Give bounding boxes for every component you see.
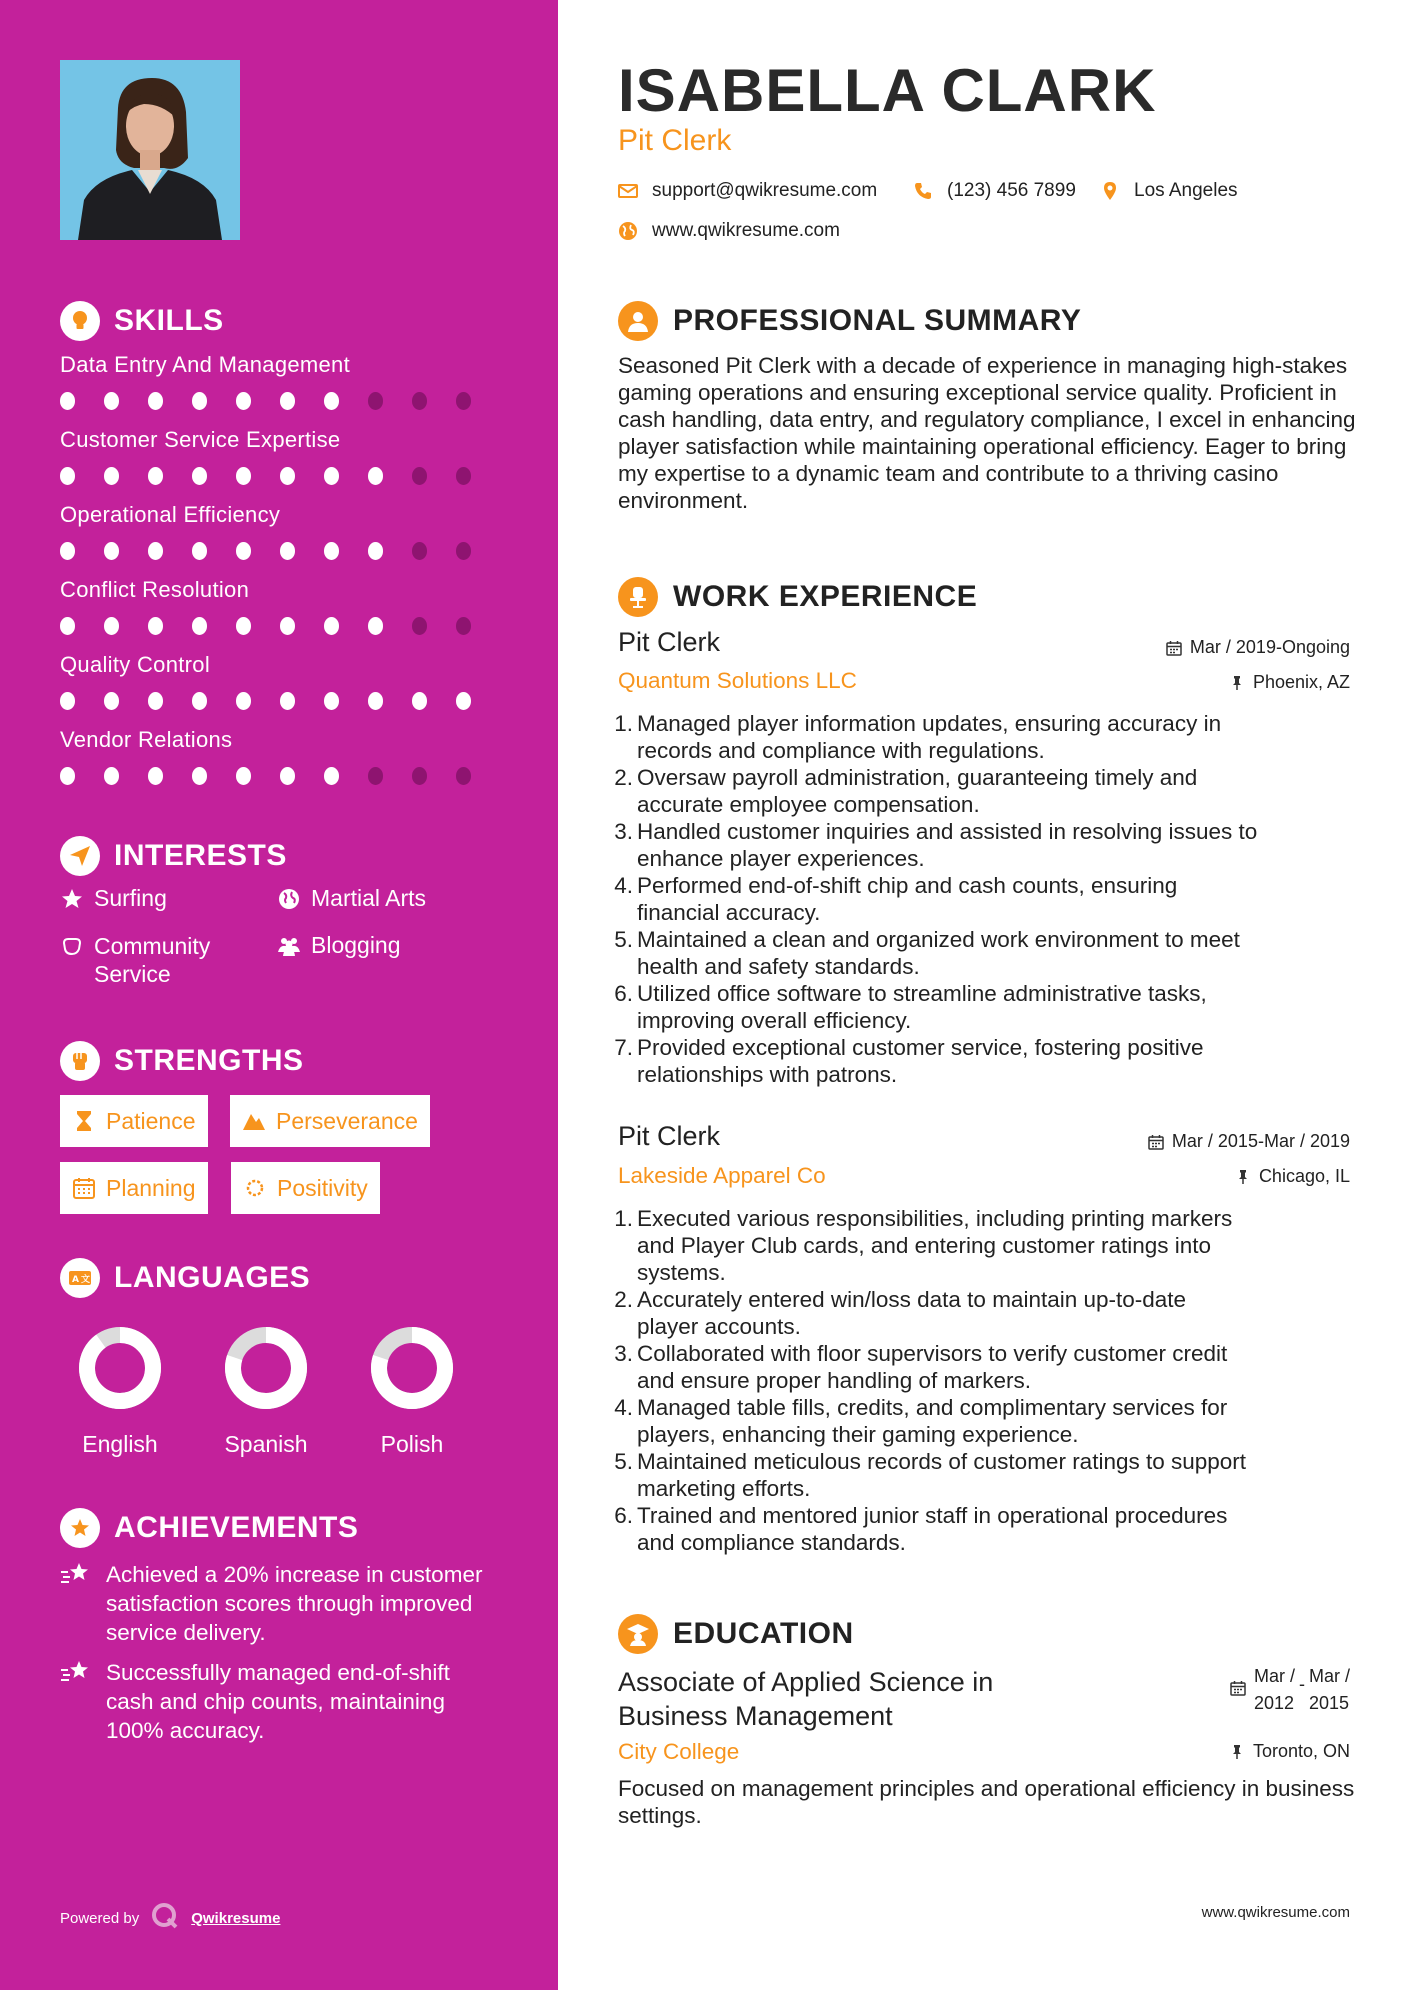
qwikresume-link[interactable]: Qwikresume [191, 1909, 281, 1927]
rating-dot-empty [412, 392, 427, 410]
list-text-line: Oversaw payroll administration, guaranteeing timely and [637, 765, 1198, 790]
rating-dot-filled [60, 392, 75, 410]
list-item [609, 1286, 1369, 1340]
list-item [609, 764, 1369, 818]
education-start-date [1254, 1663, 1295, 1717]
rating-dot-filled [192, 542, 207, 560]
sidebar [0, 0, 558, 1990]
rating-dot-filled [236, 467, 251, 485]
list-number: 2. [614, 765, 633, 790]
rating-dot-filled [148, 392, 163, 410]
list-item [609, 710, 1369, 764]
location-text: Los Angeles [1134, 180, 1238, 201]
rating-dot-empty [368, 767, 383, 785]
profile-photo [60, 60, 240, 240]
calendar-icon [1166, 640, 1182, 656]
rating-dot-filled [192, 392, 207, 410]
graduate-icon [618, 1614, 658, 1654]
language-name: Spanish [224, 1431, 308, 1457]
job-location [1229, 672, 1350, 693]
list-text-line: relationships with patrons. [637, 1062, 898, 1087]
interest-label: Surfing [94, 885, 167, 911]
achievements-heading [60, 1508, 358, 1548]
job-role: Pit Clerk [618, 627, 721, 657]
education-location [1229, 1741, 1350, 1762]
rating-dot-empty [456, 617, 471, 635]
list-text-line: records and compliance with regulations. [637, 738, 1045, 763]
list-item [609, 818, 1369, 872]
end-date-line: 2015 [1308, 1693, 1350, 1713]
skill-rating [60, 617, 500, 635]
list-text [637, 1448, 1246, 1502]
hand-icon [60, 934, 84, 958]
list-item [609, 1034, 1369, 1088]
office-chair-icon [618, 577, 658, 617]
phone-icon [913, 181, 933, 201]
rating-dot-filled [236, 617, 251, 635]
translate-icon [60, 1258, 100, 1298]
rating-dot-filled [236, 767, 251, 785]
rating-dot-empty [456, 767, 471, 785]
rating-dot-filled [104, 392, 119, 410]
calendar-icon [1148, 1134, 1164, 1150]
date-separator: - [1298, 1674, 1305, 1694]
list-text-line: Utilized office software to streamline administrative tasks, [637, 981, 1207, 1006]
lightbulb-icon [60, 301, 100, 341]
skill-item [60, 427, 500, 485]
list-number: 5. [614, 927, 633, 952]
degree-line: Associate of Applied Science in [618, 1667, 994, 1697]
rating-dot-filled [192, 692, 207, 710]
users-icon [277, 934, 301, 958]
star-icon [60, 887, 84, 911]
education-dates [1230, 1663, 1350, 1717]
rating-dot-filled [280, 767, 295, 785]
strength-tag [60, 1095, 208, 1147]
skill-name: Conflict Resolution [60, 577, 250, 602]
list-text-line: Maintained meticulous records of customer ratings to support [637, 1449, 1247, 1474]
job-dates [1166, 637, 1350, 658]
education-school: City College [618, 1739, 740, 1764]
list-text [637, 1394, 1227, 1448]
job-location [1235, 1166, 1350, 1187]
rating-dot-filled [280, 467, 295, 485]
education-end-date [1309, 1663, 1350, 1717]
rating-dot-filled [60, 767, 75, 785]
rating-dot-filled [60, 542, 75, 560]
skill-item [60, 502, 500, 560]
strength-tag [231, 1162, 380, 1214]
skill-item [60, 652, 500, 710]
list-text-line: Managed player information updates, ensuring accuracy in [637, 711, 1222, 736]
rating-dot-filled [368, 692, 383, 710]
summary-title: PROFESSIONAL SUMMARY [673, 304, 1082, 337]
start-date-line: 2012 [1253, 1693, 1295, 1713]
list-text-line: and ensure proper handling of markers. [637, 1368, 1031, 1393]
rating-dot-filled [324, 617, 339, 635]
hourglass-icon [72, 1109, 96, 1133]
job-bullets [609, 1205, 1369, 1556]
rating-dot-filled [148, 617, 163, 635]
interests-heading [60, 836, 287, 876]
contact-website [618, 220, 840, 242]
achievement-item [60, 1560, 500, 1647]
language-item [357, 1325, 467, 1458]
skill-rating [60, 467, 500, 485]
ring-fill [87, 1335, 153, 1401]
pushpin-icon [1229, 1744, 1245, 1760]
rating-dot-filled [192, 617, 207, 635]
skill-name: Vendor Relations [60, 727, 233, 752]
interest-item [277, 932, 401, 959]
rating-dot-filled [148, 767, 163, 785]
list-item [609, 1502, 1369, 1556]
rating-dot-filled [324, 392, 339, 410]
strength-tag [60, 1162, 208, 1214]
strength-tag [230, 1095, 430, 1147]
list-text-line: marketing efforts. [637, 1476, 811, 1501]
job-dates-text: Mar / 2019-Ongoing [1189, 637, 1350, 657]
education-degree [618, 1665, 1078, 1733]
rating-dot-filled [236, 542, 251, 560]
list-text-line: financial accuracy. [637, 900, 821, 925]
list-number: 3. [614, 1341, 633, 1366]
list-text [637, 1034, 1204, 1088]
rating-dot-filled [192, 467, 207, 485]
powered-by-label: Powered by [60, 1909, 140, 1927]
list-text-line: Managed table fills, credits, and complimentary services for [637, 1395, 1228, 1420]
list-item [609, 1340, 1369, 1394]
interest-item [60, 885, 167, 912]
interest-label: Blogging [311, 932, 401, 958]
list-text-line: Maintained a clean and organized work environment to meet [637, 927, 1240, 952]
list-item [609, 872, 1369, 926]
skill-name: Operational Efficiency [60, 502, 281, 527]
contact-location [1100, 180, 1238, 202]
list-item [609, 926, 1369, 980]
rating-dot-filled [368, 542, 383, 560]
education-description: Focused on management principles and operational efficiency in business settings. [618, 1776, 1355, 1828]
rating-dot-filled [280, 392, 295, 410]
rating-dot-filled [368, 617, 383, 635]
education-location-text: Toronto, ON [1252, 1741, 1350, 1761]
list-number: 4. [614, 873, 633, 898]
shooting-star-icon [60, 1560, 92, 1588]
rating-dot-filled [236, 692, 251, 710]
strength-label: Positivity [277, 1174, 368, 1201]
list-number: 1. [614, 1206, 633, 1231]
calendar-icon [72, 1176, 96, 1200]
achievement-text: Achieved a 20% increase in customer satisfaction scores through improved service delivery. [106, 1562, 483, 1645]
list-text-line: Performed end-of-shift chip and cash counts, ensuring [637, 873, 1178, 898]
list-text [637, 1205, 1232, 1286]
sun-icon [243, 1176, 267, 1200]
envelope-icon [618, 181, 638, 201]
interest-item [60, 932, 260, 988]
list-text-line: player accounts. [637, 1314, 801, 1339]
user-icon [618, 301, 658, 341]
language-item [65, 1325, 175, 1458]
rating-dot-filled [456, 692, 471, 710]
list-text [637, 710, 1221, 764]
interest-label: Martial Arts [311, 885, 427, 911]
strength-label: Perseverance [276, 1107, 418, 1134]
job-dates-text: Mar / 2015-Mar / 2019 [1171, 1131, 1350, 1151]
list-number: 1. [614, 711, 633, 736]
interests-title: INTERESTS [114, 839, 287, 872]
list-number: 7. [614, 1035, 633, 1060]
skills-heading [60, 301, 224, 341]
list-text-line: systems. [637, 1260, 726, 1285]
language-name: Polish [380, 1431, 444, 1457]
language-name: English [82, 1431, 158, 1457]
list-text-line: enhance player experiences. [637, 846, 925, 871]
map-pin-icon [1100, 181, 1120, 201]
globe-icon [277, 887, 301, 911]
education-title: EDUCATION [673, 1617, 854, 1650]
rating-dot-filled [148, 692, 163, 710]
skill-name: Data Entry And Management [60, 352, 350, 377]
language-level-ring [223, 1325, 309, 1411]
list-text [637, 1286, 1186, 1340]
list-number: 4. [614, 1395, 633, 1420]
rating-dot-filled [148, 467, 163, 485]
interest-label: Community Service [94, 933, 211, 987]
strength-label: Patience [106, 1107, 196, 1134]
rating-dot-empty [368, 392, 383, 410]
language-item [211, 1325, 321, 1458]
rating-dot-filled [280, 542, 295, 560]
website-text[interactable]: www.qwikresume.com [652, 220, 840, 241]
list-text [637, 980, 1207, 1034]
rating-dot-filled [324, 767, 339, 785]
rating-dot-empty [412, 467, 427, 485]
rating-dot-filled [280, 692, 295, 710]
rating-dot-empty [412, 767, 427, 785]
job-location-text: Chicago, IL [1258, 1166, 1350, 1186]
list-text [637, 1502, 1227, 1556]
list-text-line: health and safety standards. [637, 954, 920, 979]
rating-dot-filled [324, 467, 339, 485]
list-text-line: Provided exceptional customer service, fostering positive [637, 1035, 1204, 1060]
strengths-heading [60, 1041, 304, 1081]
rating-dot-filled [104, 767, 119, 785]
experience-title: WORK EXPERIENCE [673, 580, 978, 613]
skill-name: Customer Service Expertise [60, 427, 341, 452]
list-text [637, 926, 1240, 980]
globe-icon [618, 221, 638, 241]
list-text-line: and compliance standards. [637, 1530, 906, 1555]
list-item [609, 1205, 1369, 1286]
start-date-line: Mar / [1253, 1666, 1295, 1686]
svg-text:A: A [72, 1275, 79, 1285]
strengths-title: STRENGTHS [114, 1044, 304, 1077]
list-text-line: Accurately entered win/loss data to maintain up-to-date [637, 1287, 1187, 1312]
phone-text: (123) 456 7899 [947, 180, 1076, 201]
job-dates [1148, 1131, 1350, 1152]
skill-rating [60, 542, 500, 560]
languages-title: LANGUAGES [114, 1261, 311, 1294]
email-text[interactable]: support@qwikresume.com [652, 180, 878, 201]
list-number: 5. [614, 1449, 633, 1474]
list-number: 3. [614, 819, 633, 844]
list-number: 6. [614, 981, 633, 1006]
mountain-icon [242, 1109, 266, 1133]
list-text-line: Executed various responsibilities, including printing markers [637, 1206, 1233, 1231]
interest-item [277, 885, 426, 912]
list-number: 6. [614, 1503, 633, 1528]
pushpin-icon [1229, 675, 1245, 691]
footer-website[interactable]: www.qwikresume.com [1201, 1904, 1350, 1921]
list-item [609, 1448, 1369, 1502]
list-text [637, 872, 1177, 926]
education-heading [618, 1614, 854, 1654]
rating-dot-filled [104, 467, 119, 485]
job-location-text: Phoenix, AZ [1252, 672, 1350, 692]
candidate-name: ISABELLA CLARK [618, 57, 1157, 124]
list-text-line: accurate employee compensation. [637, 792, 980, 817]
rating-dot-filled [324, 542, 339, 560]
list-text-line: players, enhancing their gaming experience. [637, 1422, 1079, 1447]
skill-item [60, 577, 500, 635]
end-date-line: Mar / [1308, 1666, 1350, 1686]
rating-dot-filled [104, 617, 119, 635]
rating-dot-filled [192, 767, 207, 785]
skill-rating [60, 767, 500, 785]
paper-plane-icon [60, 836, 100, 876]
contact-phone [913, 180, 1076, 202]
medal-icon [60, 1508, 100, 1548]
list-text-line: Collaborated with floor supervisors to verify customer credit [637, 1341, 1228, 1366]
skill-rating [60, 392, 500, 410]
job-company: Quantum Solutions LLC [618, 668, 857, 693]
candidate-title: Pit Clerk [618, 124, 732, 157]
rating-dot-filled [280, 617, 295, 635]
list-item [609, 980, 1369, 1034]
job-company: Lakeside Apparel Co [618, 1163, 826, 1188]
rating-dot-filled [148, 542, 163, 560]
skill-name: Quality Control [60, 652, 211, 677]
list-text [637, 818, 1257, 872]
rating-dot-empty [456, 392, 471, 410]
languages-heading [60, 1258, 310, 1298]
language-level-ring [369, 1325, 455, 1411]
achievement-item [60, 1658, 500, 1745]
list-text-line: Handled customer inquiries and assisted in resolving issues to [637, 819, 1258, 844]
list-text-line: and Player Club cards, and entering customer ratings into [637, 1233, 1212, 1258]
rating-dot-filled [60, 692, 75, 710]
skill-item [60, 727, 500, 785]
strength-label: Planning [106, 1174, 196, 1201]
skills-title: SKILLS [114, 304, 224, 337]
rating-dot-filled [104, 542, 119, 560]
job-bullets [609, 710, 1369, 1088]
rating-dot-filled [60, 617, 75, 635]
calendar-icon [1230, 1677, 1246, 1693]
rating-dot-filled [236, 392, 251, 410]
summary-heading [618, 301, 1081, 341]
rating-dot-filled [368, 467, 383, 485]
skill-item [60, 352, 500, 410]
achievement-text: Successfully managed end-of-shift cash and chip counts, maintaining 100% accuracy. [106, 1660, 450, 1743]
fist-icon [60, 1041, 100, 1081]
rating-dot-filled [104, 692, 119, 710]
rating-dot-filled [412, 692, 427, 710]
rating-dot-filled [60, 467, 75, 485]
list-text [637, 1340, 1227, 1394]
list-text-line: Trained and mentored junior staff in operational procedures [637, 1503, 1228, 1528]
rating-dot-empty [412, 617, 427, 635]
degree-line: Business Management [618, 1701, 893, 1731]
rating-dot-filled [324, 692, 339, 710]
rating-dot-empty [412, 542, 427, 560]
shooting-star-icon [60, 1658, 92, 1686]
list-number: 2. [614, 1287, 633, 1312]
qwikresume-logo-icon [151, 1902, 179, 1934]
list-text [637, 764, 1197, 818]
rating-dot-empty [456, 467, 471, 485]
summary-text: Seasoned Pit Clerk with a decade of experience in managing high-stakes gaming operations and ensuring exceptional service quality. Proficient in cash handling, data entry, and regulatory compliance, I excel in enhancing player satisfaction while maintaining operational efficiency. Eager to bring my expertise to a dynamic team and contribute to a thriving casino environment. [618, 353, 1356, 513]
list-text-line: improving overall efficiency. [637, 1008, 912, 1033]
rating-dot-empty [456, 542, 471, 560]
skill-rating [60, 692, 500, 710]
svg-text:文: 文 [81, 1275, 91, 1285]
powered-by [60, 1902, 280, 1934]
main-content [558, 0, 1407, 1990]
achievements-title: ACHIEVEMENTS [114, 1511, 359, 1544]
list-item [609, 1394, 1369, 1448]
language-level-ring [77, 1325, 163, 1411]
experience-heading [618, 577, 977, 617]
pushpin-icon [1235, 1169, 1251, 1185]
job-role: Pit Clerk [618, 1121, 721, 1151]
contact-email [618, 180, 877, 202]
